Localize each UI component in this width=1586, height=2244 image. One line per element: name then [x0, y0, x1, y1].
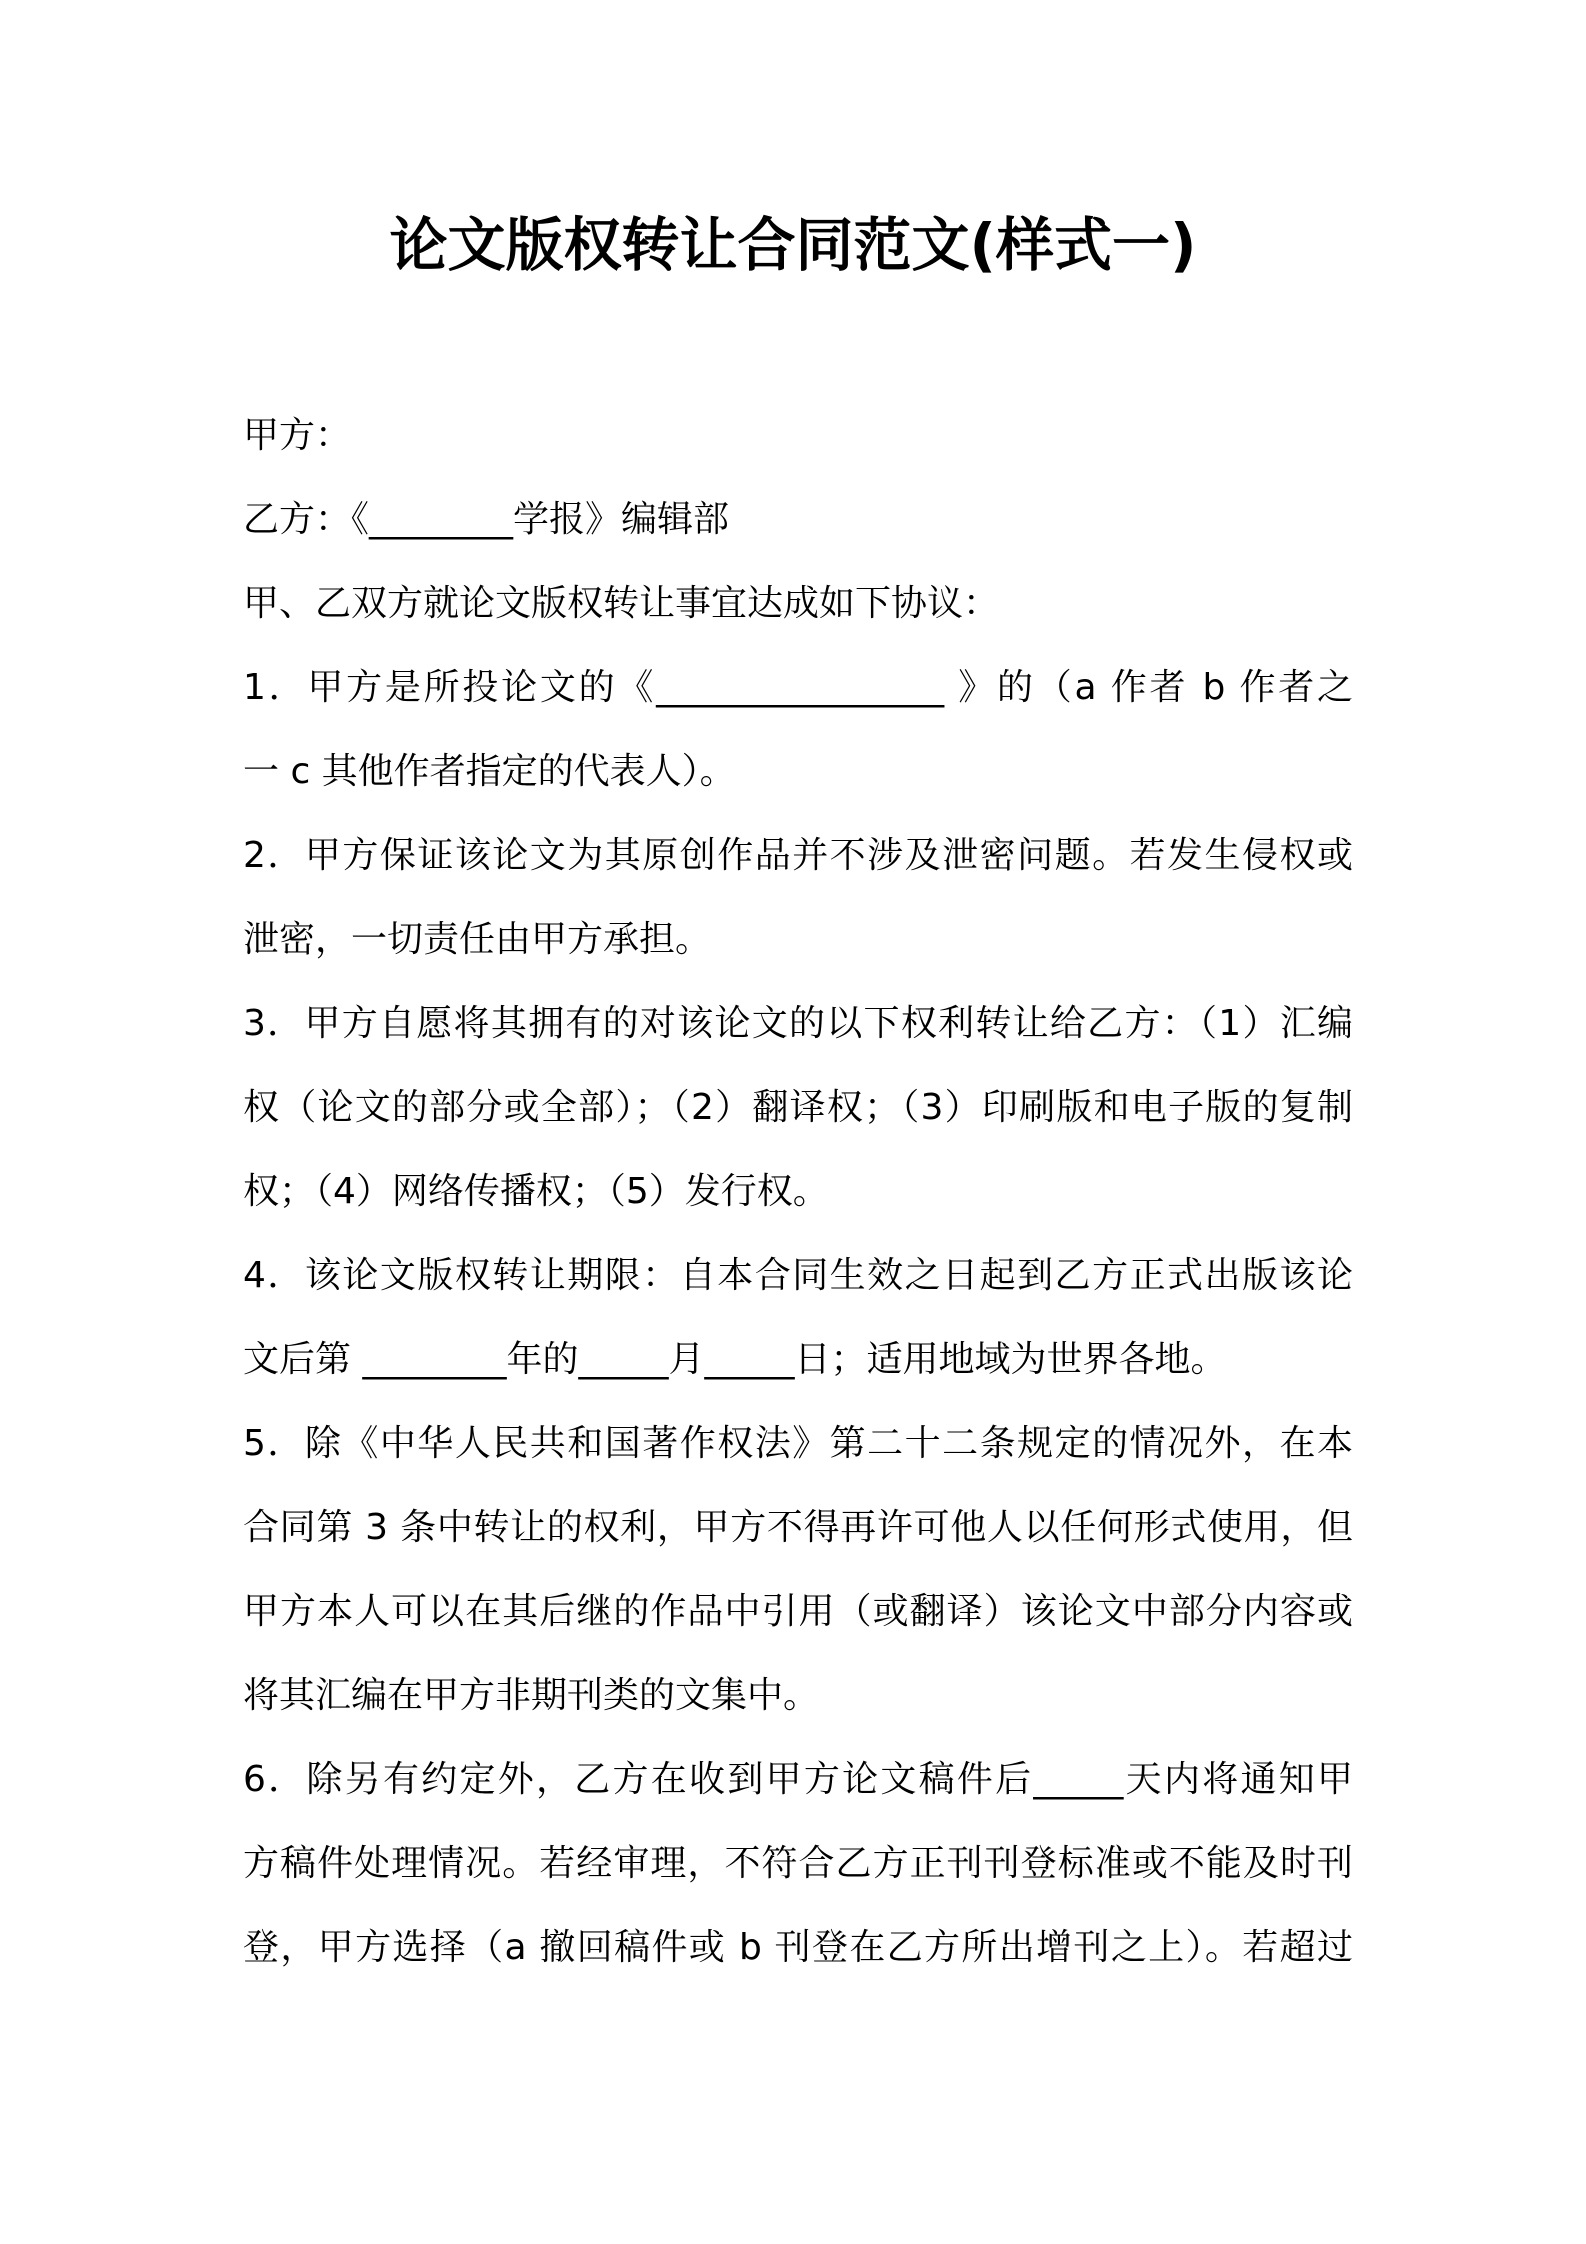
clause-5-line-1: 5．除《中华人民共和国著作权法》第二十二条规定的情况外，在本	[243, 1423, 1353, 1464]
clause-6-line-2: 方稿件处理情况。若经审理，不符合乙方正刊刊登标准或不能及时刊	[243, 1843, 1353, 1884]
clause-5-line-3: 甲方本人可以在其后继的作品中引用（或翻译）该论文中部分内容或	[243, 1591, 1353, 1632]
clause-1-line-1: 1．甲方是所投论文的《________________ 》的（a 作者 b 作者之	[243, 667, 1353, 708]
clause-3-line-2: 权（论文的部分或全部）；（2）翻译权；（3）印刷版和电子版的复制	[243, 1087, 1353, 1128]
clause-1-line-2: 一 c 其他作者指定的代表人）。	[243, 751, 736, 792]
clause-3-line-1: 3．甲方自愿将其拥有的对该论文的以下权利转让给乙方：（1）汇编	[243, 1003, 1353, 1044]
party-b-line: 乙方：《________学报》编辑部	[243, 499, 730, 540]
clause-6-line-1: 6．除另有约定外，乙方在收到甲方论文稿件后_____天内将通知甲	[243, 1759, 1353, 1800]
party-a-line: 甲方：	[243, 415, 352, 456]
clause-4-line-1: 4．该论文版权转让期限：自本合同生效之日起到乙方正式出版该论	[243, 1255, 1353, 1296]
clause-5-line-4: 将其汇编在甲方非期刊类的文集中。	[243, 1675, 820, 1716]
clause-6-line-3: 登，甲方选择（a 撤回稿件或 b 刊登在乙方所出增刊之上）。若超过	[243, 1927, 1353, 1968]
clause-4-line-2: 文后第 ________年的_____月_____日；适用地域为世界各地。	[243, 1339, 1227, 1380]
clause-5-line-2: 合同第 3 条中转让的权利，甲方不得再许可他人以任何形式使用，但	[243, 1507, 1353, 1548]
clause-2-line-2: 泄密，一切责任由甲方承担。	[243, 919, 712, 960]
agreement-intro: 甲、乙双方就论文版权转让事宜达成如下协议：	[243, 583, 1000, 624]
document-body	[243, 394, 1353, 1990]
page-title: 论文版权转让合同范文(样式一)	[389, 211, 1197, 279]
clause-2-line-1: 2．甲方保证该论文为其原创作品并不涉及泄密问题。若发生侵权或	[243, 835, 1353, 876]
clause-3-line-3: 权；（4）网络传播权；（5）发行权。	[243, 1171, 829, 1212]
